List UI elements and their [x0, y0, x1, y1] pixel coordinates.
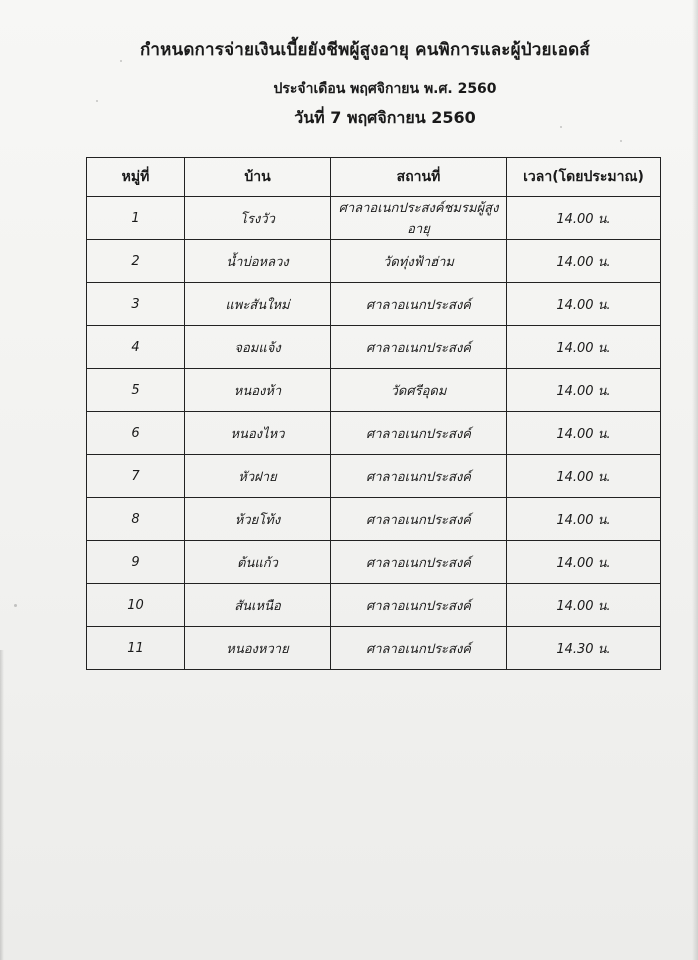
- cell-time: 14.00 น.: [507, 455, 661, 498]
- cell-location: ศาลาอเนกประสงค์: [331, 584, 507, 627]
- table-row: [87, 326, 661, 369]
- cell-village: โรงวัว: [185, 197, 331, 240]
- scan-speck: [14, 604, 17, 607]
- cell-time: 14.00 น.: [507, 541, 661, 584]
- cell-time: 14.00 น.: [507, 498, 661, 541]
- cell-village: แพะสันใหม่: [185, 283, 331, 326]
- table-row: [87, 627, 661, 670]
- table-row: [87, 240, 661, 283]
- scan-speck: [120, 60, 122, 62]
- scan-speck: [560, 126, 562, 128]
- cell-village: หนองหวาย: [185, 627, 331, 670]
- cell-time: 14.00 น.: [507, 369, 661, 412]
- cell-village-number: 8: [87, 498, 185, 541]
- cell-village-number: 6: [87, 412, 185, 455]
- cell-time: 14.00 น.: [507, 326, 661, 369]
- document-subtitle: ประจำเดือน พฤศจิกายน พ.ศ. 2560: [273, 81, 497, 97]
- cell-village: หนองห้า: [185, 369, 331, 412]
- scan-speck: [96, 100, 98, 102]
- cell-location: วัดทุ่งฟ้าฮ่าม: [331, 240, 507, 283]
- table-row: [87, 412, 661, 455]
- cell-village: ห้วยโท้ง: [185, 498, 331, 541]
- cell-location: ศาลาอเนกประสงค์: [331, 627, 507, 670]
- cell-location: วัดศรีอุดม: [331, 369, 507, 412]
- cell-village-number: 1: [87, 197, 185, 240]
- table-row: [87, 369, 661, 412]
- header-location: สถานที่: [331, 158, 507, 197]
- document-date: วันที่ 7 พฤศจิกายน 2560: [294, 108, 476, 127]
- cell-village: หนองไหว: [185, 412, 331, 455]
- cell-village-number: 9: [87, 541, 185, 584]
- cell-location: ศาลาอเนกประสงค์: [331, 283, 507, 326]
- header-village-number: หมู่ที่: [87, 158, 185, 197]
- schedule-table: [86, 157, 661, 670]
- header-time: เวลา(โดยประมาณ): [507, 158, 661, 197]
- document-title: กำหนดการจ่ายเงินเบี้ยยังชีพผู้สูงอายุ คนพิการและผู้ป่วยเอดส์: [140, 40, 590, 60]
- table-row: [87, 197, 661, 240]
- scan-speck: [620, 140, 622, 142]
- table-row: [87, 584, 661, 627]
- cell-location: ศาลาอเนกประสงค์: [331, 498, 507, 541]
- cell-village-number: 4: [87, 326, 185, 369]
- cell-time: 14.00 น.: [507, 584, 661, 627]
- cell-location: ศาลาอเนกประสงค์ชมรมผู้สูงอายุ: [331, 197, 507, 240]
- cell-location: ศาลาอเนกประสงค์: [331, 326, 507, 369]
- cell-village: สันเหนือ: [185, 584, 331, 627]
- cell-time: 14.00 น.: [507, 240, 661, 283]
- table-row: [87, 283, 661, 326]
- cell-village: ต้นแก้ว: [185, 541, 331, 584]
- table-row: [87, 498, 661, 541]
- cell-location: ศาลาอเนกประสงค์: [331, 455, 507, 498]
- table-row: [87, 455, 661, 498]
- cell-village-number: 11: [87, 627, 185, 670]
- cell-location: ศาลาอเนกประสงค์: [331, 412, 507, 455]
- cell-time: 14.00 น.: [507, 412, 661, 455]
- header-village: บ้าน: [185, 158, 331, 197]
- cell-village-number: 5: [87, 369, 185, 412]
- cell-village-number: 10: [87, 584, 185, 627]
- cell-time: 14.30 น.: [507, 627, 661, 670]
- scan-left-shadow: [0, 650, 4, 960]
- cell-village-number: 3: [87, 283, 185, 326]
- cell-village-number: 2: [87, 240, 185, 283]
- table-header-row: [87, 158, 661, 197]
- cell-time: 14.00 น.: [507, 283, 661, 326]
- table-row: [87, 541, 661, 584]
- cell-location: ศาลาอเนกประสงค์: [331, 541, 507, 584]
- cell-time: 14.00 น.: [507, 197, 661, 240]
- cell-village: หัวฝาย: [185, 455, 331, 498]
- cell-village: จอมแจ้ง: [185, 326, 331, 369]
- scan-edge-shadow: [692, 0, 698, 960]
- cell-village: น้ำบ่อหลวง: [185, 240, 331, 283]
- cell-village-number: 7: [87, 455, 185, 498]
